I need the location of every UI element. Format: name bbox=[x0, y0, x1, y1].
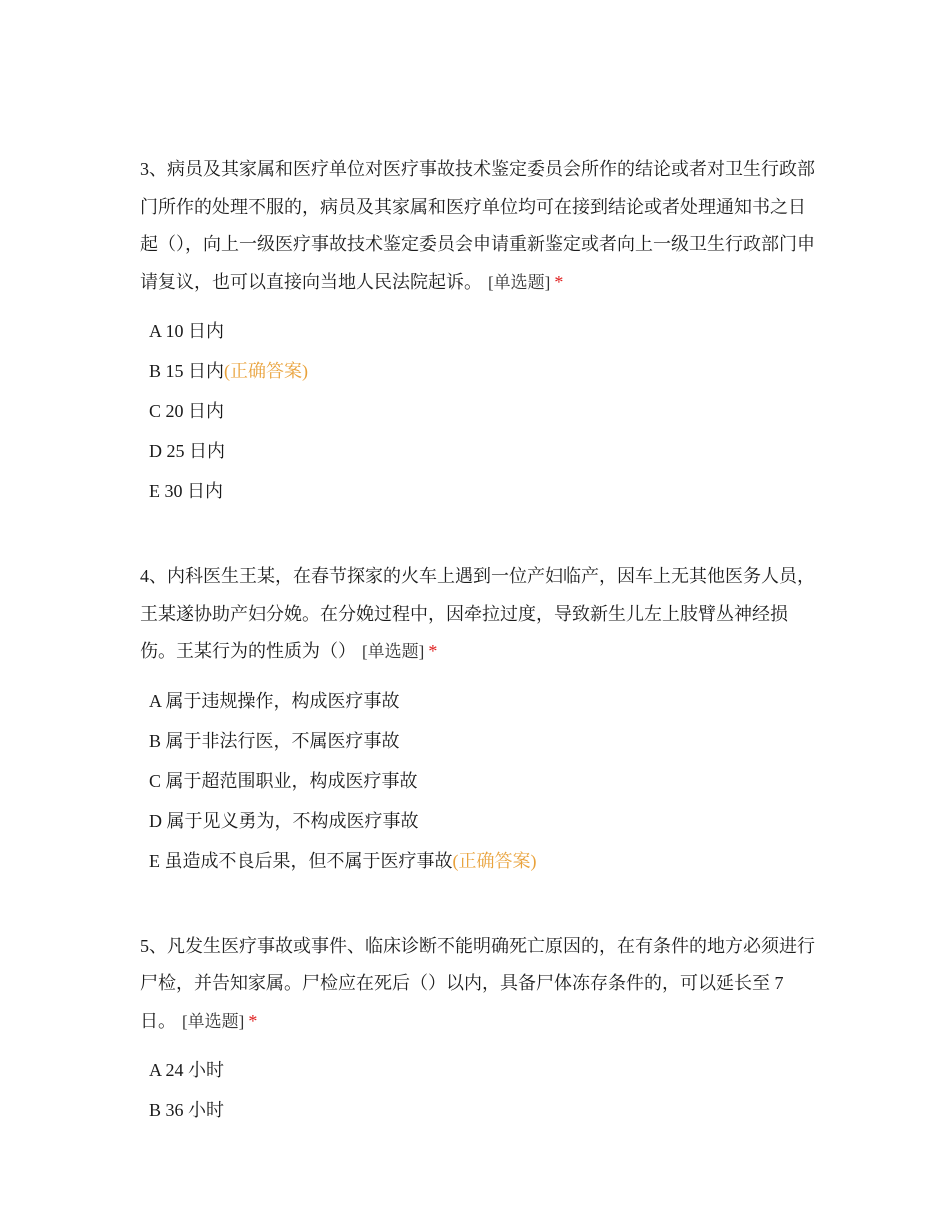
question-3 bbox=[140, 151, 820, 511]
question-3-type: [单选题] bbox=[488, 272, 551, 292]
correct-answer-badge: (正确答案) bbox=[452, 850, 537, 871]
question-4-options bbox=[140, 681, 820, 881]
question-4-option-b[interactable] bbox=[140, 721, 820, 761]
question-4-option-e[interactable] bbox=[140, 841, 820, 881]
question-5-option-b[interactable] bbox=[140, 1090, 820, 1130]
question-5-options bbox=[140, 1050, 820, 1130]
question-4 bbox=[140, 558, 820, 881]
question-3-stem: 3、病员及其家属和医疗单位对医疗事故技术鉴定委员会所作的结论或者对卫生行政部门所作的处理不服的，病员及其家属和医疗单位均可在接到结论或者处理通知书之日起（），向上一级医疗事故技术鉴定委员会申请重新鉴定或者向上一级卫生行政部门申请复议，也可以直接向当地人民法院起诉。 bbox=[140, 159, 815, 292]
question-3-required-mark: * bbox=[554, 271, 564, 292]
question-4-option-a[interactable] bbox=[140, 681, 820, 721]
option-label: D 25 日内 bbox=[149, 441, 225, 461]
option-label: A 24 小时 bbox=[149, 1060, 225, 1080]
option-label: C 属于超范围职业，构成医疗事故 bbox=[149, 770, 418, 791]
option-label: C 20 日内 bbox=[149, 401, 225, 421]
option-label: E 30 日内 bbox=[149, 481, 223, 501]
question-4-stem: 4、内科医生王某，在春节探家的火车上遇到一位产妇临产，因车上无其他医务人员，王某遂协助产妇分娩。在分娩过程中，因牵拉过度，导致新生儿左上肢臂丛神经损伤。王某行为的性质为（） bbox=[140, 566, 815, 661]
question-3-options bbox=[140, 311, 820, 511]
survey-page bbox=[140, 151, 820, 1130]
question-3-option-a[interactable] bbox=[140, 311, 820, 351]
question-5-required-mark: * bbox=[248, 1010, 258, 1031]
question-3-option-c[interactable] bbox=[140, 391, 820, 431]
question-3-option-d[interactable] bbox=[140, 431, 820, 471]
option-label: A 属于违规操作，构成医疗事故 bbox=[149, 690, 400, 711]
question-3-text bbox=[140, 151, 820, 301]
question-4-type: [单选题] bbox=[362, 642, 425, 661]
option-label: D 属于见义勇为，不构成医疗事故 bbox=[149, 810, 419, 831]
option-label: E 虽造成不良后果，但不属于医疗事故 bbox=[149, 850, 453, 871]
question-4-option-c[interactable] bbox=[140, 761, 820, 801]
question-5-type: [单选题] bbox=[182, 1011, 245, 1031]
question-4-option-d[interactable] bbox=[140, 801, 820, 841]
question-3-option-e[interactable] bbox=[140, 471, 820, 511]
option-label: B 15 日内 bbox=[149, 361, 225, 381]
question-5-stem: 5、凡发生医疗事故或事件、临床诊断不能明确死亡原因的，在有条件的地方必须进行尸检，并告知家属。尸检应在死后（）以内，具备尸体冻存条件的，可以延长至 7 日。 bbox=[140, 935, 815, 1031]
correct-answer-badge: (正确答案) bbox=[224, 361, 309, 381]
question-3-option-b[interactable] bbox=[140, 351, 820, 391]
question-4-required-mark: * bbox=[428, 641, 438, 661]
question-5-text bbox=[140, 928, 820, 1041]
question-5 bbox=[140, 928, 820, 1131]
question-4-text bbox=[140, 558, 820, 671]
option-label: B 36 小时 bbox=[149, 1100, 225, 1120]
option-label: A 10 日内 bbox=[149, 321, 225, 341]
option-label: B 属于非法行医，不属医疗事故 bbox=[149, 730, 400, 751]
question-5-option-a[interactable] bbox=[140, 1050, 820, 1090]
